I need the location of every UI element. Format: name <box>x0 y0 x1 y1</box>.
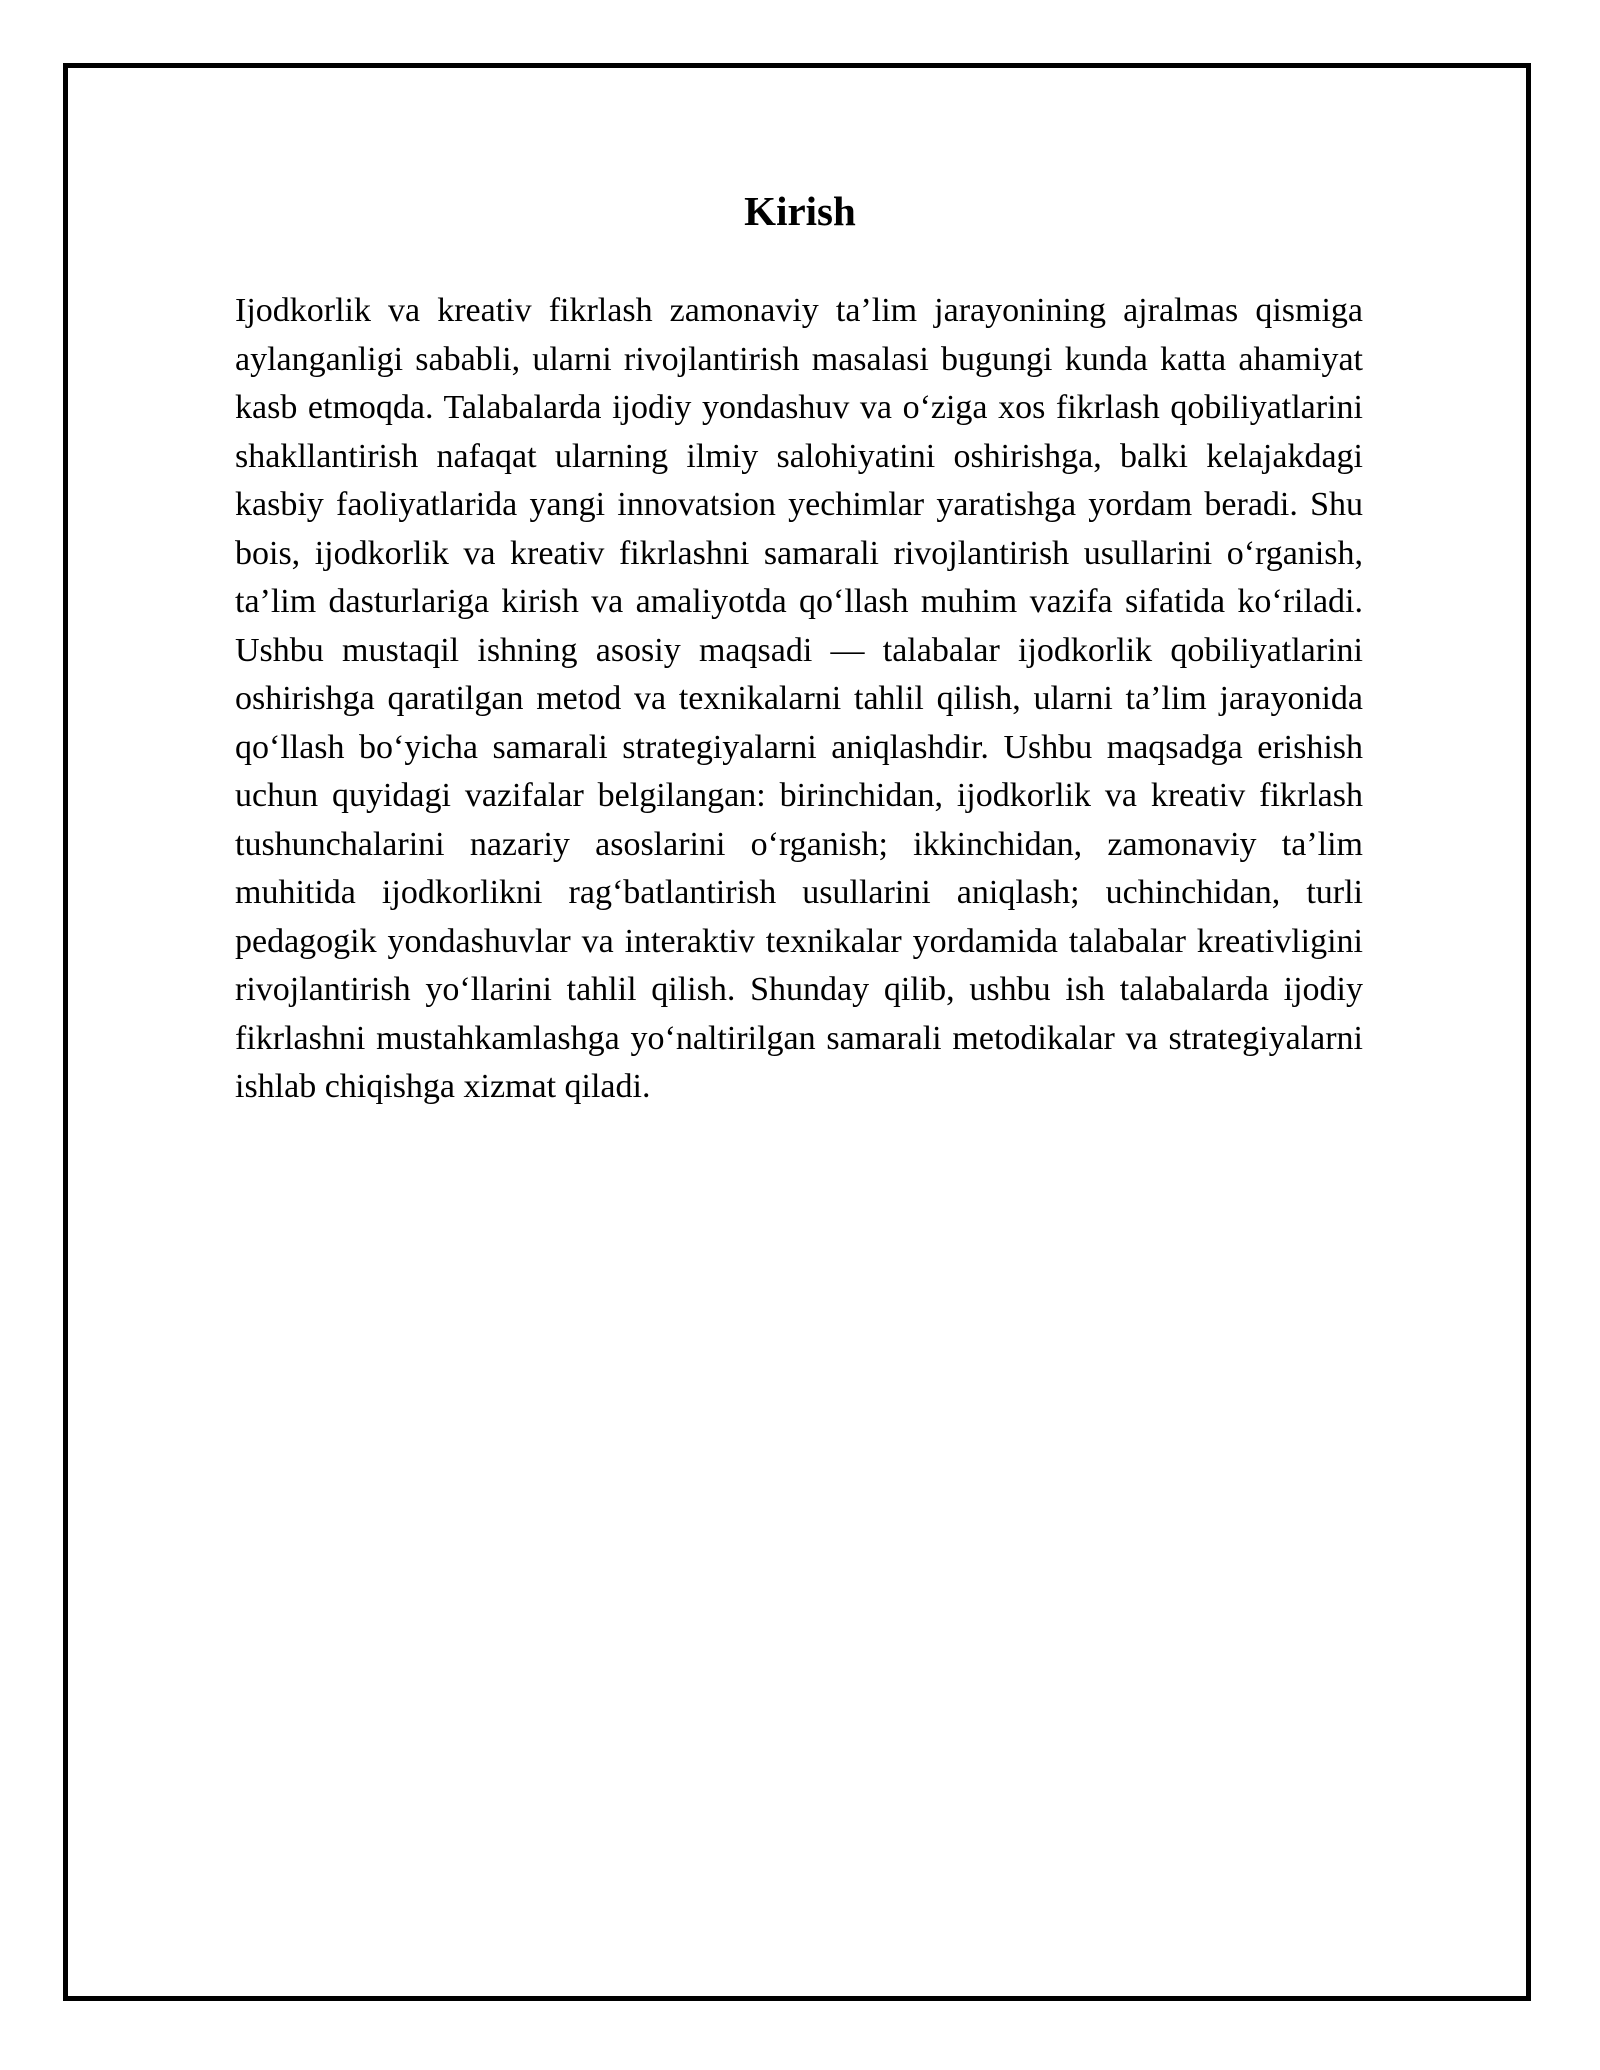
page-title: Kirish <box>744 188 856 234</box>
body-paragraph: Ijodkorlik va kreativ fikrlash zamonaviy ta’lim jarayonining ajralmas qismiga aylanganligi sababli, ularni rivojlantirish masalasi bugungi kunda katta ahamiyat kasb etmoqda. Talabalarda ijodiy yondashuv va o‘ziga xos fikrlash qobiliyatlarini shakllantirish nafaqat ularning ilmiy salohiyatini oshirishga, balki kelajakdagi kasbiy faoliyatlarida yangi innovatsion yechimlar yaratishga yordam beradi. Shu bois, ijodkorlik va kreativ fikrlashni samarali rivojlantirish usullarini o‘rganish, ta’lim dasturlariga kirish va amaliyotda qo‘llash muhim vazifa sifatida ko‘riladi. Ushbu mustaqil ishning asosiy maqsadi — talabalar ijodkorlik qobiliyatlarini oshirishga qaratilgan metod va texnikalarni tahlil qilish, ularni ta’lim jarayonida qo‘llash bo‘yicha samarali strategiyalarni aniqlashdir. Ushbu maqsadga erishish uchun quyidagi vazifalar belgilangan: birinchidan, ijodkorlik va kreativ fikrlash tushunchalarini nazariy asoslarini o‘rganish; ikkinchidan, zamonaviy ta’lim muhitida ijodkorlikni rag‘batlantirish usullarini aniqlash; uchinchidan, turli pedagogik yondashuvlar va interaktiv texnikalar yordamida talabalar kreativligini rivojlantirish yo‘llarini tahlil qilish. Shunday qilib, ushbu ish talabalarda ijodiy fikrlashni mustahkamlashga yo‘naltirilgan samarali metodikalar va strategiyalarni ishlab chiqishga xizmat qiladi. <box>235 292 1363 1105</box>
